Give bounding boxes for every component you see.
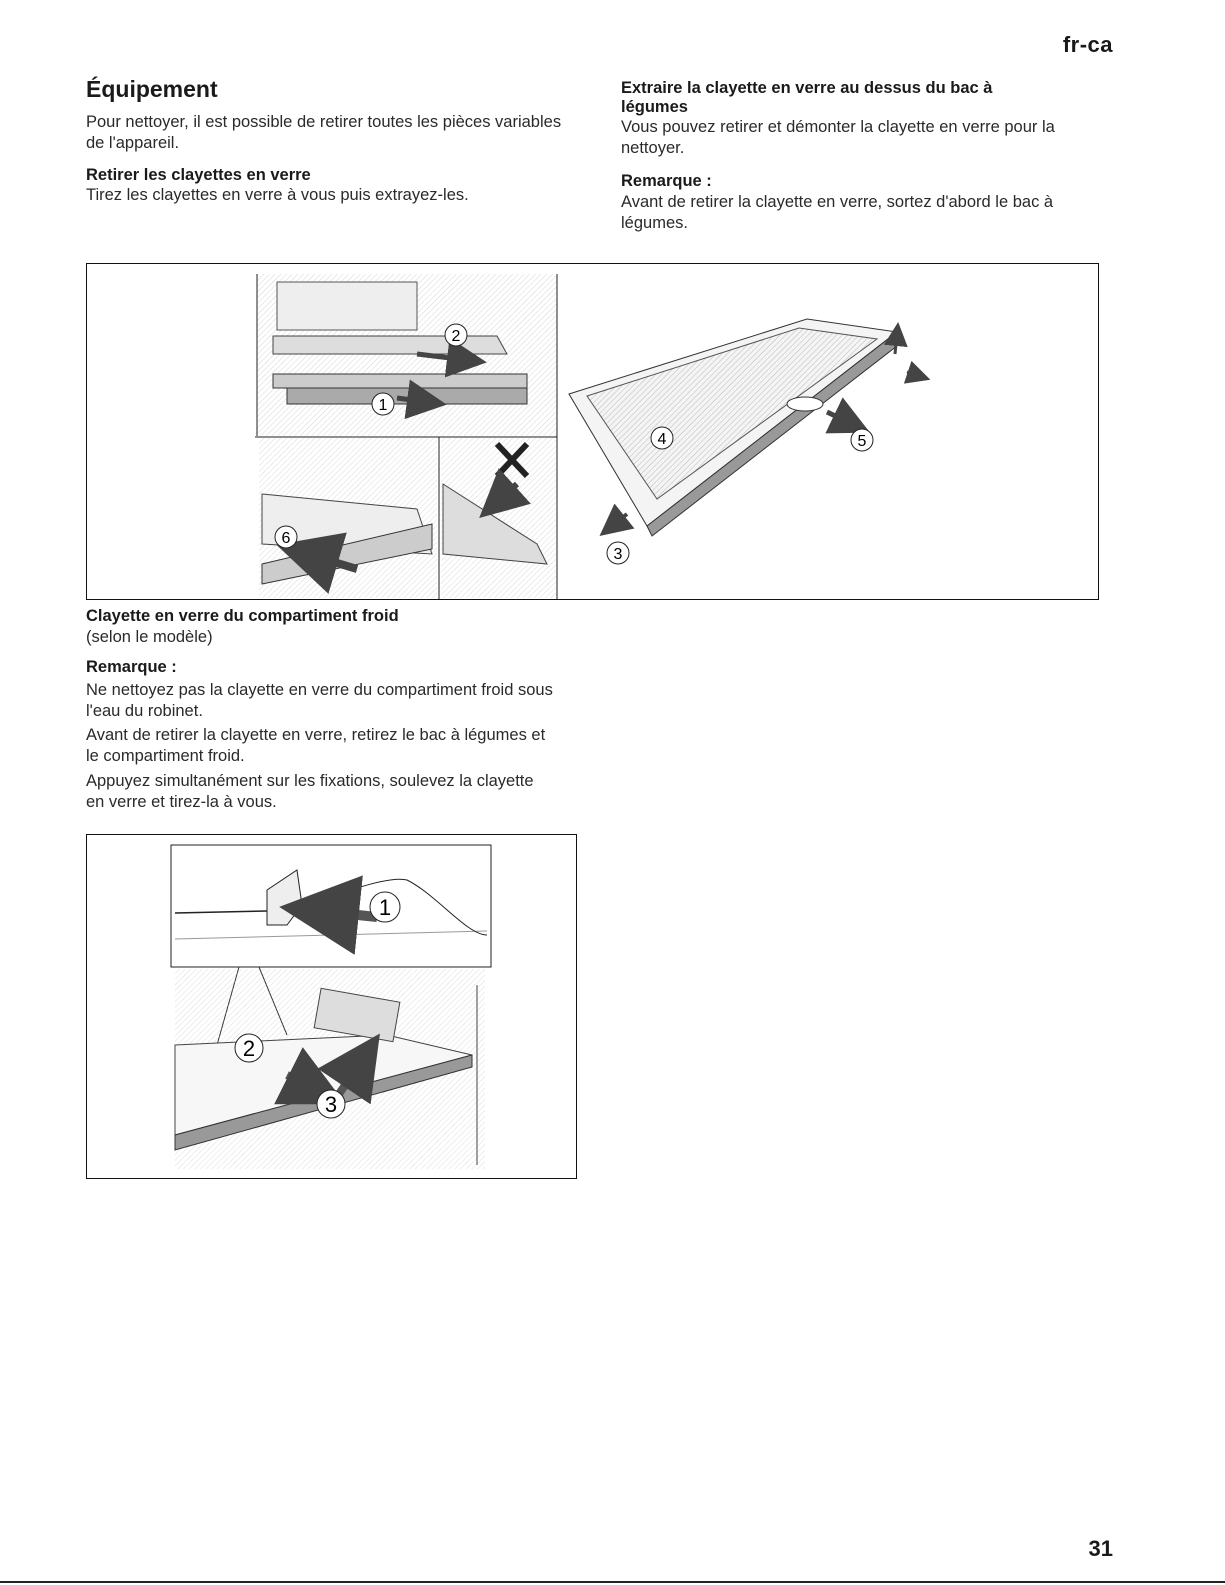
callout-3: 3 xyxy=(324,1092,338,1117)
figure-shelf-removal xyxy=(86,263,1099,600)
language-code: fr-ca xyxy=(1062,32,1113,57)
note-text: Avant de retirer la clayette en verre, sortez d'abord le bac à légumes. xyxy=(621,193,1054,232)
note-text-3: Appuyez simultanément sur les fixations, soulevez la clayette en verre et tirez-la à vous. xyxy=(86,772,534,811)
callout-5: 5 xyxy=(857,433,867,450)
shelf-removal-illustration xyxy=(87,264,1098,599)
intro-text: Pour nettoyer, il est possible de retirer toutes les pièces variables de l'appareil. xyxy=(86,113,562,152)
subheading-extract-shelf: Extraire la clayette en verre au dessus du bac à légumes xyxy=(621,79,993,116)
callout-3: 3 xyxy=(613,546,623,563)
remove-shelves-text: Tirez les clayettes en verre à vous puis extrayez-les. xyxy=(86,186,469,204)
callout-2: 2 xyxy=(451,328,461,345)
subheading-remove-shelves: Retirer les clayettes en verre xyxy=(86,166,311,184)
note-text-2: Avant de retirer la clayette en verre, retirez le bac à légumes et le compartiment froid. xyxy=(86,726,546,765)
shelf-insert-panel xyxy=(259,437,556,599)
subheading-cold-compartment: Clayette en verre du compartiment froid xyxy=(86,607,399,625)
note-text-1: Ne nettoyez pas la clayette en verre du compartiment froid sous l'eau du robinet. xyxy=(86,681,553,720)
shelf-scene xyxy=(175,969,485,1169)
note-label-2: Remarque : xyxy=(86,658,177,676)
model-note: (selon le modèle) xyxy=(86,628,213,646)
callout-4: 4 xyxy=(657,431,667,448)
section-title: Équipement xyxy=(86,76,218,102)
callout-2: 2 xyxy=(242,1036,256,1061)
shelf-disassembly-illustration xyxy=(569,319,919,564)
page-number: 31 xyxy=(1088,1536,1113,1561)
bottom-rule xyxy=(0,1581,1225,1583)
note-label: Remarque : xyxy=(621,172,712,190)
callout-6: 6 xyxy=(281,530,291,547)
cold-shelf-illustration xyxy=(87,835,576,1178)
callout-1: 1 xyxy=(378,895,392,920)
figure-cold-shelf-removal xyxy=(86,834,577,1179)
callout-1: 1 xyxy=(378,397,388,414)
extract-shelf-text: Vous pouvez retirer et démonter la clayette en verre pour la nettoyer. xyxy=(621,118,1055,157)
